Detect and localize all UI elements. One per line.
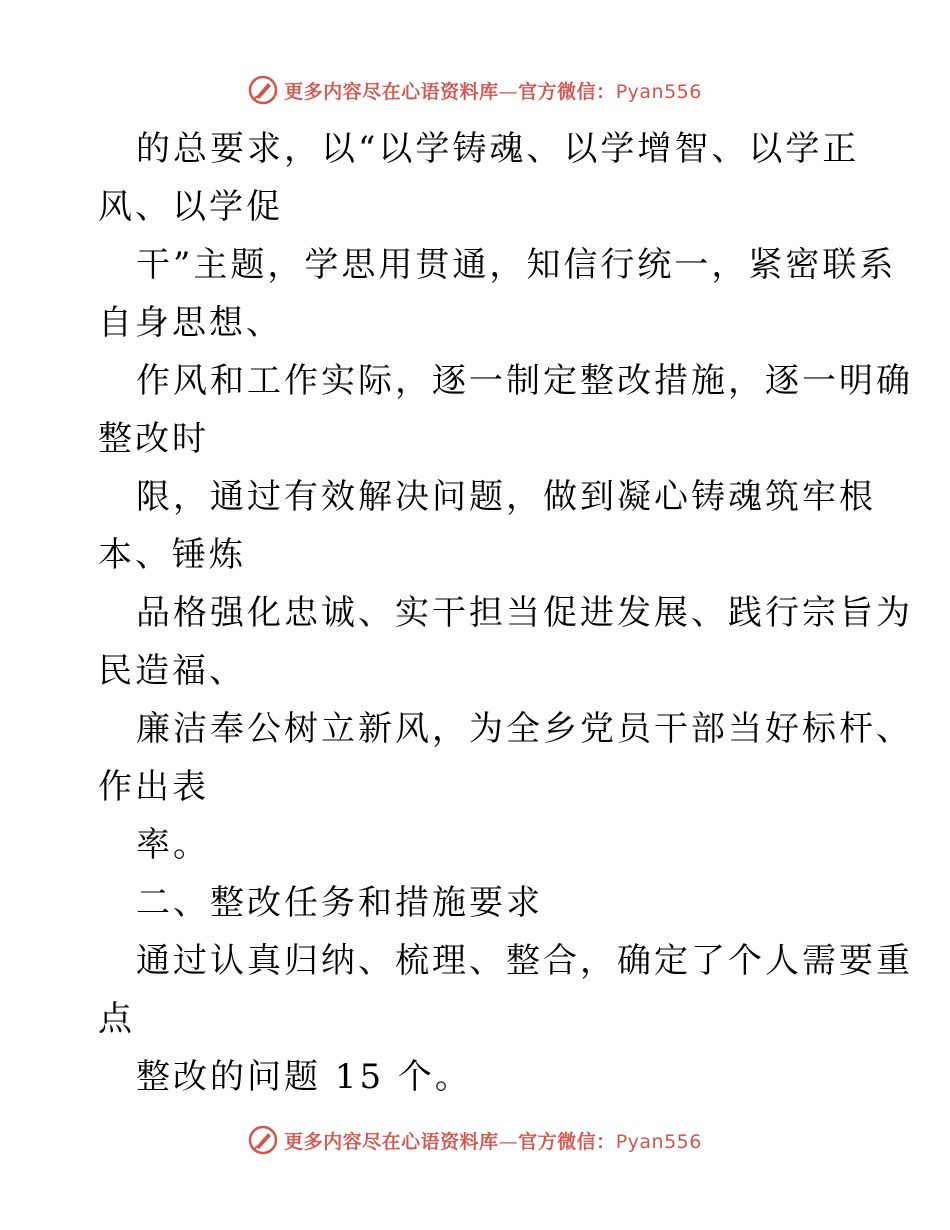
body-line: 廉洁奉公树立新风，为全乡党员干部当好标杆、 — [136, 709, 913, 749]
body-line: 作出表 — [98, 767, 209, 807]
banner-text — [284, 1127, 702, 1154]
quill-logo-icon — [248, 75, 278, 105]
banner-wechat-id: Pyan556 — [615, 80, 702, 103]
body-line: 作风和工作实际，逐一制定整改措施，逐一明确 — [136, 361, 913, 401]
banner-wechat-id: Pyan556 — [615, 1130, 702, 1153]
banner-site-text: 更多内容尽在心语资料库 — [284, 1130, 499, 1153]
footer-banner — [0, 1120, 950, 1160]
body-line: 通过认真归纳、梳理、整合，确定了个人需要重 — [136, 941, 913, 981]
banner-site-text: 更多内容尽在心语资料库 — [284, 80, 499, 103]
body-line: 本、锤炼 — [98, 535, 246, 575]
banner-text — [284, 77, 702, 104]
body-line: 民造福、 — [98, 651, 246, 691]
body-line: 品格强化忠诚、实干担当促进发展、践行宗旨为 — [136, 593, 913, 633]
body-line: 率。 — [136, 825, 210, 865]
banner-dash: — — [498, 1130, 519, 1153]
body-line: 干”主题，学思用贯通，知信行统一，紧密联系 — [136, 245, 897, 285]
body-line: 限，通过有效解决问题，做到凝心铸魂筑牢根 — [136, 477, 876, 517]
banner-wechat-label: 官方微信： — [518, 80, 616, 103]
body-line: 点 — [98, 999, 135, 1039]
banner-dash: — — [498, 80, 519, 103]
document-body — [98, 120, 913, 1106]
body-line: 的总要求，以“以学铸魂、以学增智、以学正 — [136, 129, 860, 169]
quill-logo-icon — [248, 1125, 278, 1155]
section-heading: 二、整改任务和措施要求 — [136, 883, 543, 923]
body-line: 整改时 — [98, 419, 209, 459]
body-line: 风、以学促 — [98, 187, 283, 227]
banner-wechat-label: 官方微信： — [518, 1130, 616, 1153]
body-line: 自身思想、 — [98, 303, 283, 343]
body-line: 整改的问题 15 个。 — [136, 1057, 472, 1097]
header-banner — [0, 70, 950, 110]
